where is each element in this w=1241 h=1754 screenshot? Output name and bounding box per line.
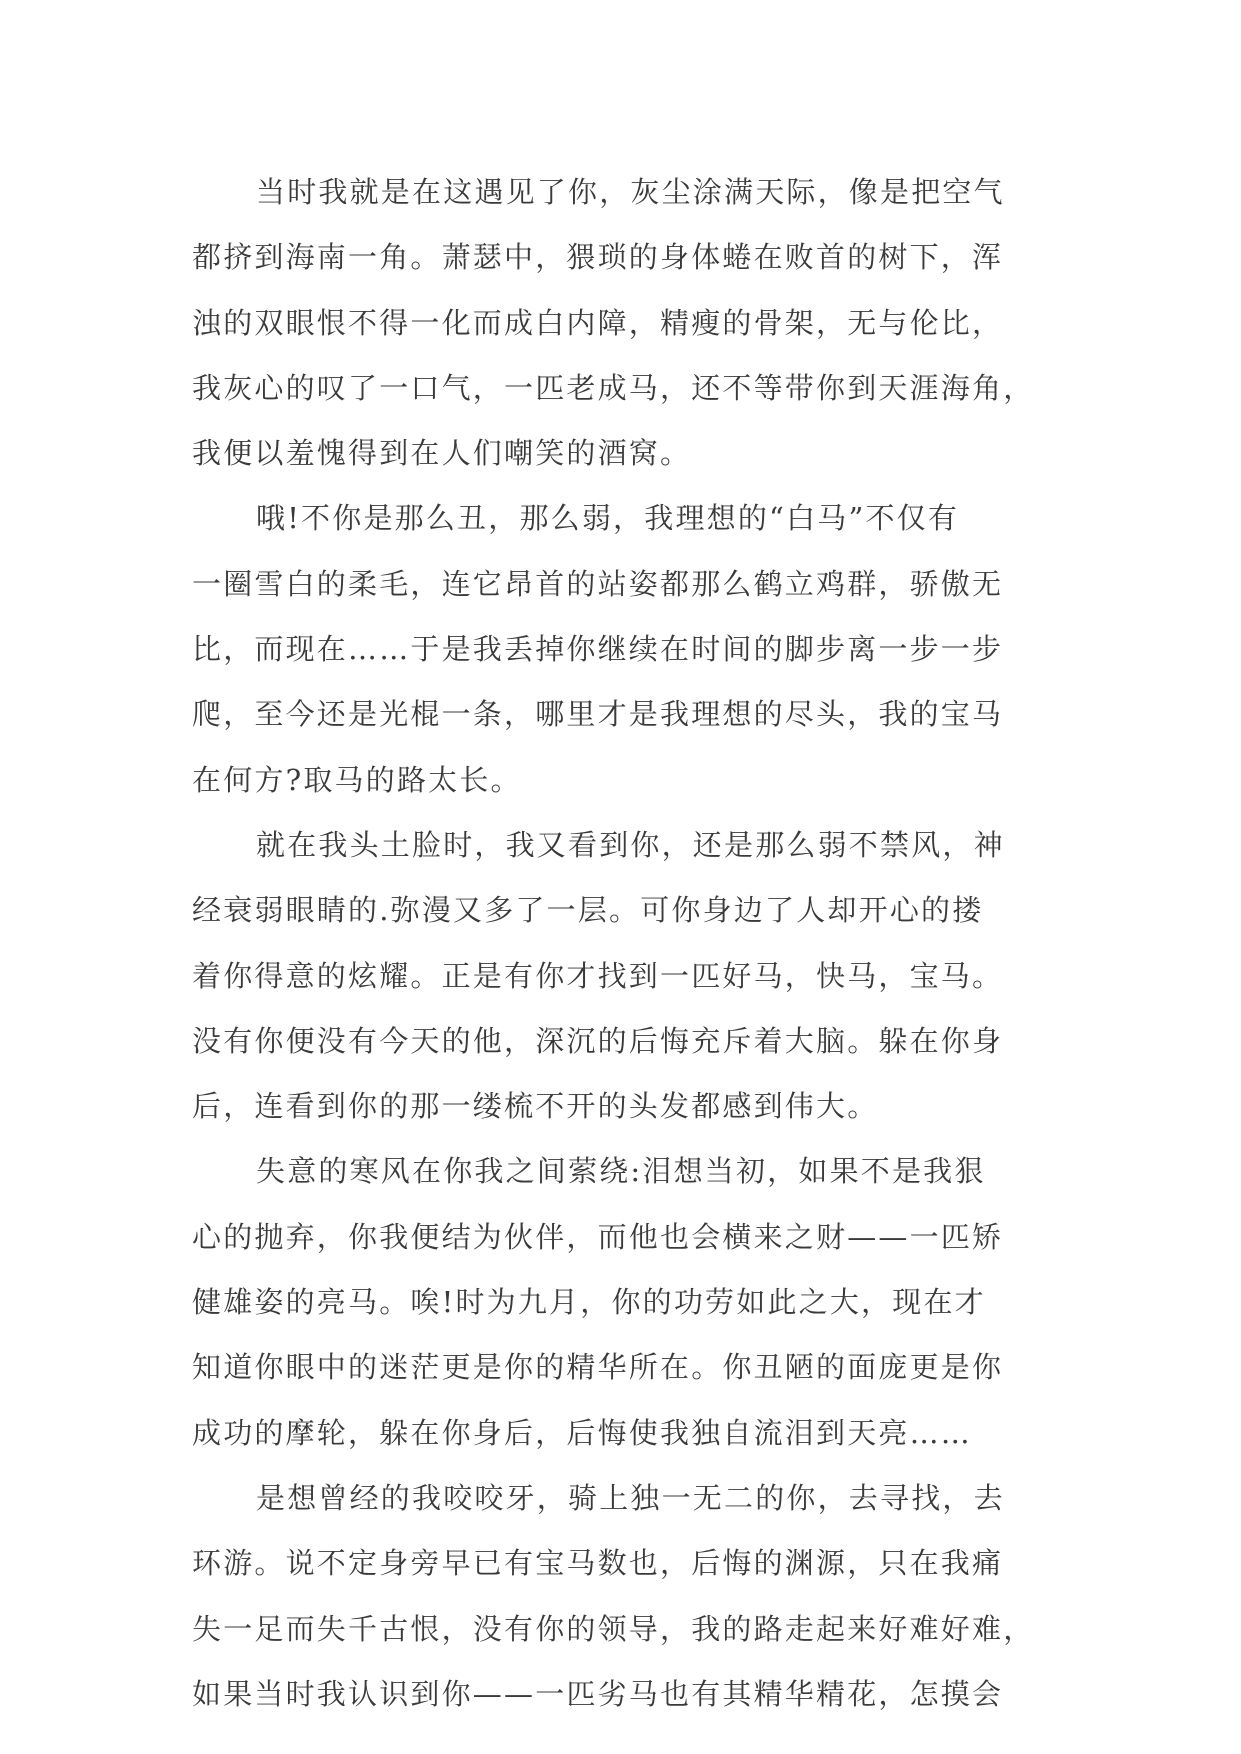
paragraph-line: 我灰心的叹了一口气，一匹老成马，还不等带你到天涯海角，: [192, 370, 1035, 405]
paragraph-line: 当时我就是在这遇见了你，灰尘涂满天际，像是把空气: [256, 175, 1005, 209]
paragraph-line: 一圈雪白的柔毛，连它昂首的站姿都那么鹤立鸡群，骄傲无: [192, 566, 1004, 601]
paragraph-line: 健雄姿的亮马。唉!时为九月，你的功劳如此之大，现在才: [192, 1285, 986, 1320]
paragraph-line: 比，而现在……于是我丢掉你继续在时间的脚步离一步一步: [192, 632, 1004, 667]
paragraph-line: 如果当时我认识到你——一匹劣马也有其精华精花，怎摸会: [192, 1676, 1004, 1711]
paragraph: [192, 1139, 1072, 1465]
document-page: [192, 160, 1072, 1727]
paragraph-line: 在何方?取马的路太长。: [192, 762, 522, 797]
paragraph-line: 浊的双眼恨不得一化而成白内障，精瘦的骨架，无与伦比，: [192, 305, 1004, 340]
paragraph: [192, 160, 1072, 486]
paragraph-line: 都挤到海南一角。萧瑟中，猥琐的身体蜷在败首的树下，浑: [192, 240, 1004, 275]
paragraph: [192, 1466, 1072, 1727]
paragraph-line: 环游。说不定身旁早已有宝马数也，后悔的渊源，只在我痛: [192, 1546, 1004, 1581]
paragraph-line: 经衰弱眼睛的.弥漫又多了一层。可你身边了人却开心的搂: [192, 893, 984, 928]
paragraph: [192, 486, 1072, 812]
paragraph-line: 着你得意的炫耀。正是有你才找到一匹好马，快马，宝马。: [192, 958, 1004, 993]
paragraph-line: 知道你眼中的迷茫更是你的精华所在。你丑陋的面庞更是你: [192, 1350, 1004, 1385]
paragraph-line: 爬，至今还是光棍一条，哪里才是我理想的尽头，我的宝马: [192, 697, 1004, 732]
paragraph-line: 失一足而失千古恨，没有你的领导，我的路走起来好难好难，: [192, 1611, 1035, 1646]
paragraph-line: 就在我头土脸时，我又看到你，还是那么弱不禁风，神: [256, 827, 1005, 862]
paragraph-line: 后，连看到你的那一缕梳不开的头发都感到伟大。: [192, 1089, 879, 1124]
paragraph-line: 失意的寒风在你我之间萦绕:泪想当初，如果不是我狠: [256, 1154, 986, 1189]
paragraph-line: 成功的摩轮，躲在你身后，后悔使我独自流泪到天亮……: [192, 1415, 973, 1450]
paragraph-line: 是想曾经的我咬咬牙，骑上独一无二的你，去寻找，去: [256, 1480, 1005, 1515]
paragraph-line: 我便以羞愧得到在人们嘲笑的酒窝。: [192, 436, 692, 471]
paragraph-line: 没有你便没有今天的他，深沉的后悔充斥着大脑。躲在你身: [192, 1023, 1004, 1058]
paragraph: [192, 813, 1072, 1139]
paragraph-line: 心的抛弃，你我便结为伙伴，而他也会横来之财——一匹矫: [192, 1219, 1004, 1254]
paragraph-line: 哦!不你是那么丑，那么弱，我理想的“白马”不仅有: [256, 501, 960, 536]
